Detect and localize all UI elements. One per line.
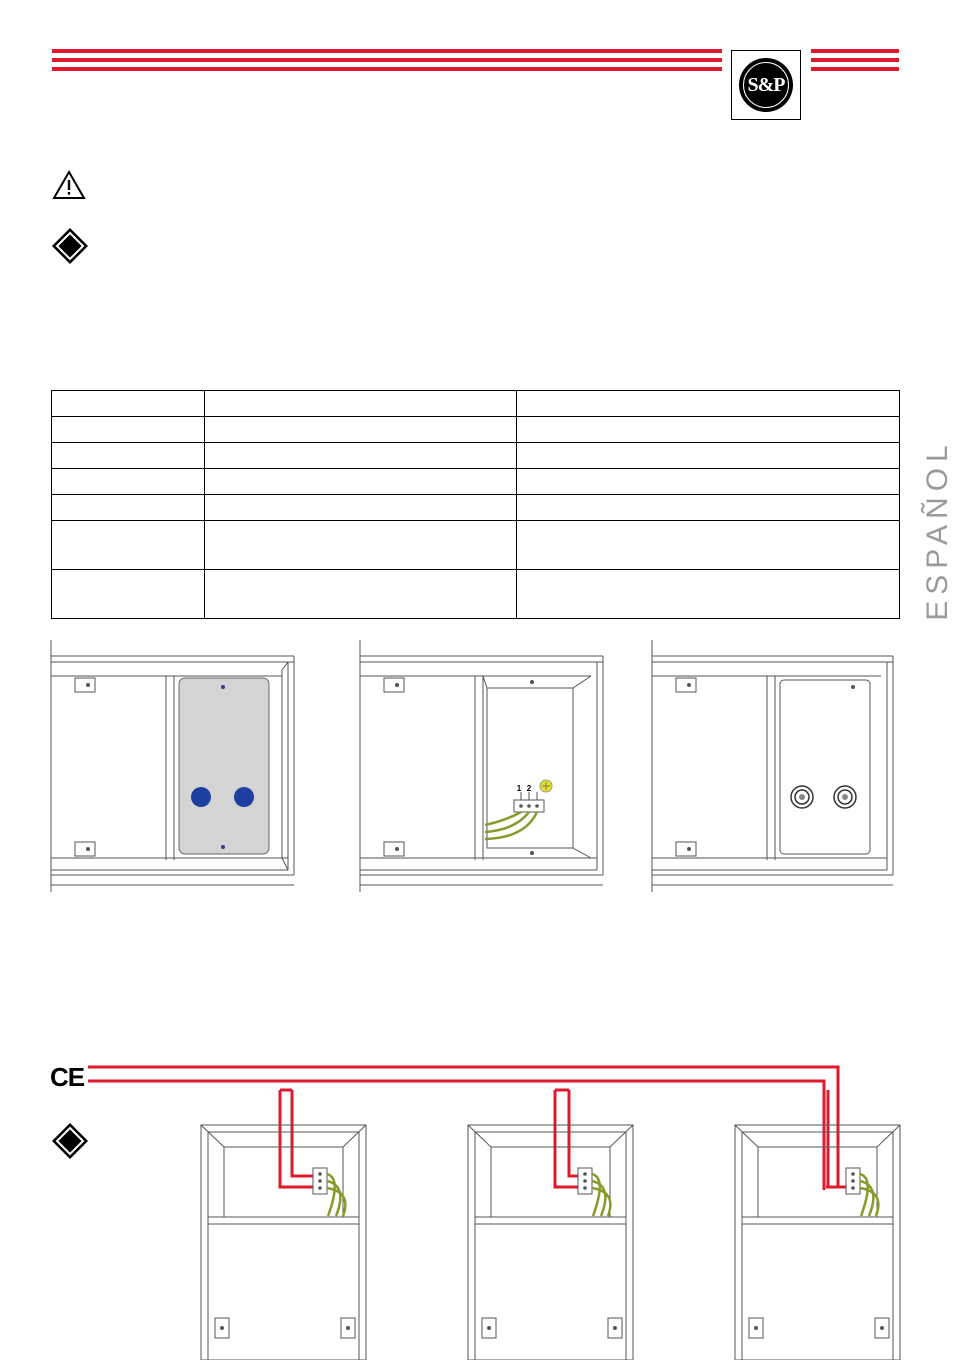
table-cell <box>517 469 900 495</box>
diamond-note-icon <box>51 227 89 265</box>
table-cell <box>52 469 205 495</box>
table-cell <box>52 417 205 443</box>
brand-logo <box>731 50 801 120</box>
table-cell <box>205 391 517 417</box>
table-row <box>52 417 900 443</box>
table-cell <box>205 521 517 570</box>
table-row <box>52 570 900 619</box>
header-line-4 <box>811 49 899 53</box>
table-cell <box>205 570 517 619</box>
figure-terminal-open <box>357 640 609 895</box>
ce-mark: CE <box>50 1062 85 1092</box>
spec-table <box>51 390 900 619</box>
table-cell <box>205 495 517 521</box>
table-cell <box>517 570 900 619</box>
figure-cover-closed <box>48 640 300 895</box>
table-cell <box>517 521 900 570</box>
table-cell <box>52 443 205 469</box>
table-cell <box>517 443 900 469</box>
warning-triangle-icon <box>52 170 86 200</box>
header-line-5 <box>811 58 899 62</box>
table-cell <box>52 570 205 619</box>
language-label: ESPAÑOL <box>921 439 954 621</box>
table-cell <box>205 443 517 469</box>
terminal-label-2: 2 <box>526 784 532 793</box>
table-row <box>52 469 900 495</box>
table-row <box>52 391 900 417</box>
logo-mark <box>739 58 793 112</box>
figure-cover-glands <box>649 640 901 895</box>
header-line-2 <box>52 58 722 62</box>
table-row <box>52 495 900 521</box>
table-row <box>52 521 900 570</box>
table-cell <box>205 469 517 495</box>
table-cell <box>52 495 205 521</box>
header-line-6 <box>811 67 899 71</box>
table-cell <box>517 495 900 521</box>
table-cell <box>517 391 900 417</box>
header-line-3 <box>52 67 722 71</box>
table-cell <box>205 417 517 443</box>
logo-text: S&P <box>747 73 785 96</box>
terminal-label-1: 1 <box>516 784 522 793</box>
table-cell <box>52 521 205 570</box>
table-row <box>52 443 900 469</box>
table-cell <box>517 417 900 443</box>
table-cell <box>52 391 205 417</box>
daisy-chain-wiring-diagram <box>0 1050 950 1360</box>
header-line-1 <box>52 49 722 53</box>
